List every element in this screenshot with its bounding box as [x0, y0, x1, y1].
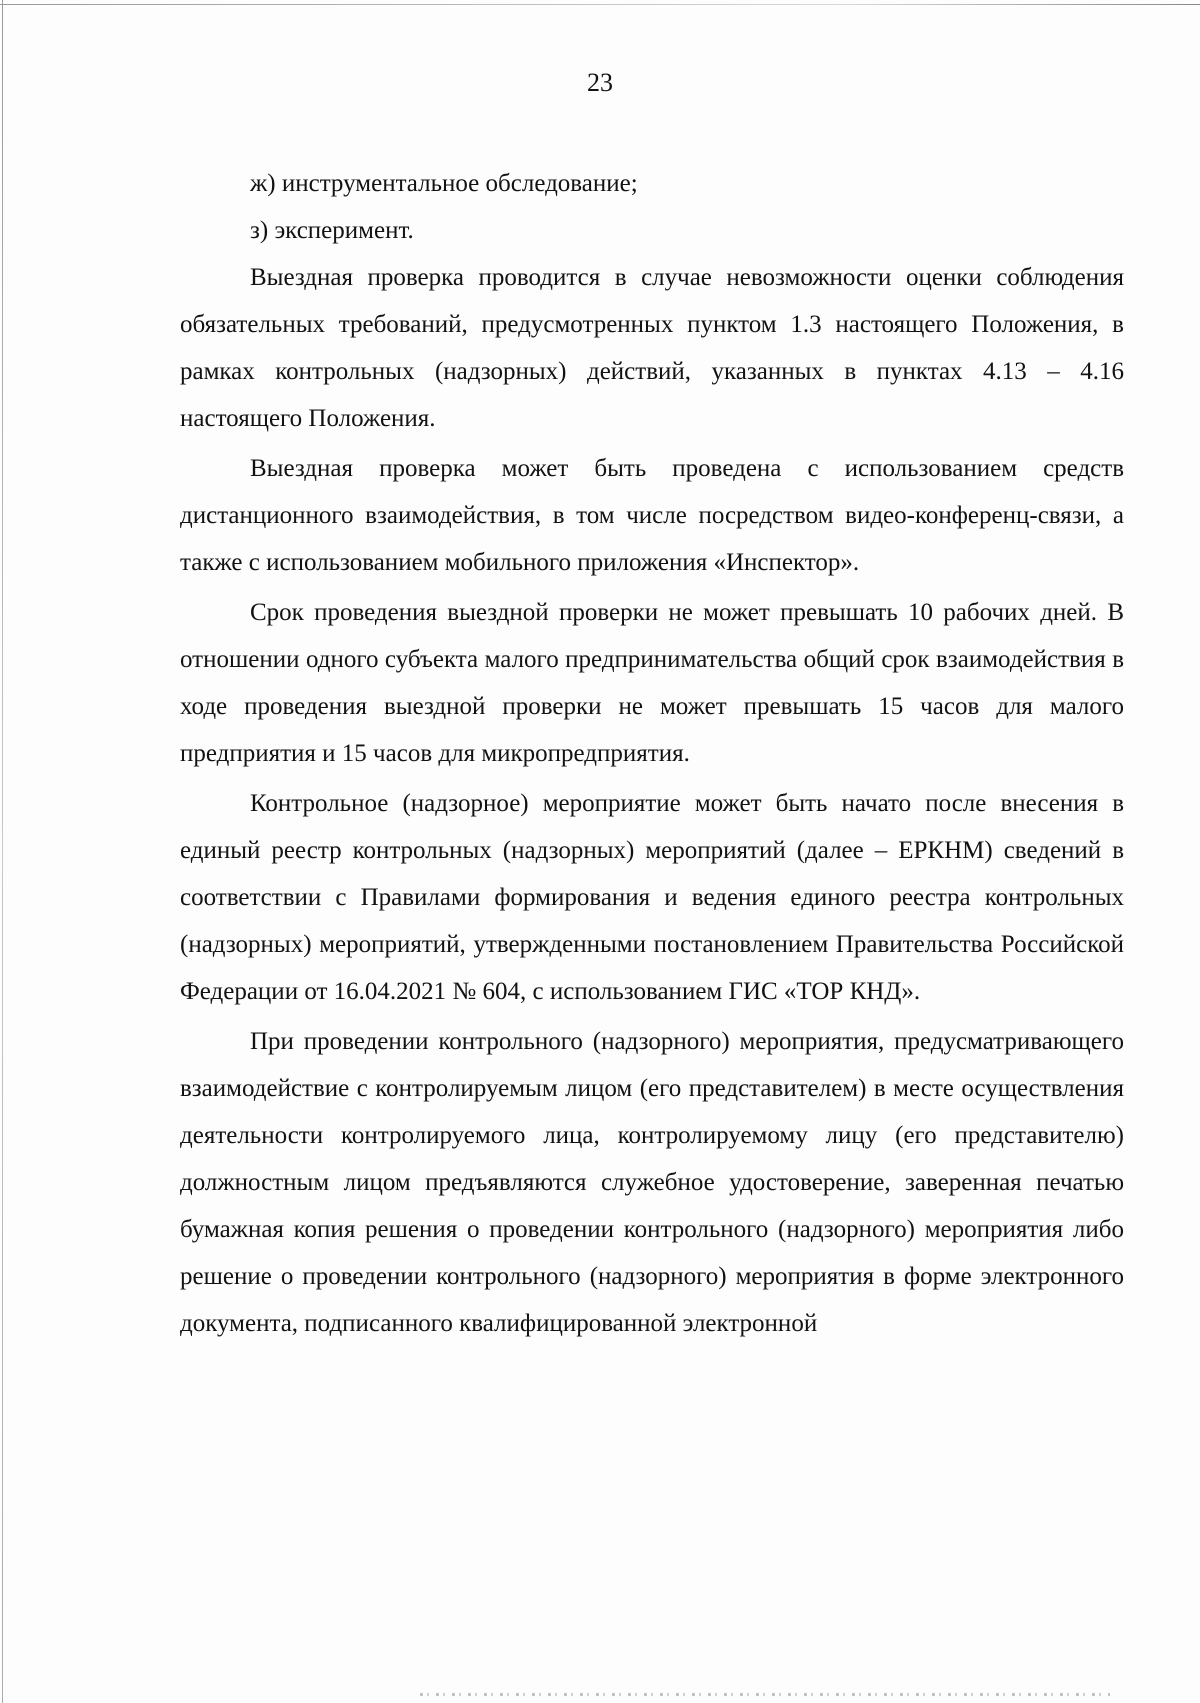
page-number: 23 [587, 68, 613, 97]
paragraph-erknm-registry: Контрольное (надзорное) мероприятие может быть начато после внесения в единый реестр контрольных (надзорных) мероприятий (далее – ЕРКНМ) сведений в соответствии с Правилами формирования и ведения единого реестра контрольных (надзорных) мероприятий, утвержденными постановлением Правительства Российской Федерации от 16.04.2021 № 604, с использованием ГИС «ТОР КНД». [180, 790, 1124, 1005]
document-body [180, 160, 1124, 1347]
paragraph-remote-interaction: Выездная проверка может быть проведена с использованием средств дистанционного взаимодействия, в том числе посредством видео-конференц-связи, а также с использованием мобильного приложения «Инспектор». [180, 455, 1124, 576]
paragraph-inspection-duration: Срок проведения выездной проверки не может превышать 10 рабочих дней. В отношении одного субъекта малого предпринимательства общий срок взаимодействия в ходе проведения выездной проверки не может превышать 15 часов для малого предприятия и 15 часов для микропредприятия. [180, 599, 1124, 767]
scan-edge-left [2, 0, 3, 1703]
paragraph-interaction-procedure: При проведении контрольного (надзорного) мероприятия, предусматривающего взаимодействие с контролируемым лицом (его представителем) в месте осуществления деятельности контролируемого лица, контролируемому лицу (его представителю) должностным лицом предъявляются служебное удостоверение, заверенная печатью бумажная копия решения о проведении контрольного (надзорного) мероприятия либо решение о проведении контрольного (надзорного) мероприятия в форме электронного документа, подписанного квалифицированной электронной [180, 1028, 1124, 1337]
scan-edge-bottom [420, 1693, 1110, 1696]
paragraph-list-item-z: з) эксперимент. [250, 217, 414, 244]
paragraph-list-item-zh: ж) инструментальное обследование; [250, 170, 638, 197]
paragraph-onsite-inspection: Выездная проверка проводится в случае невозможности оценки соблюдения обязательных требований, предусмотренных пунктом 1.3 настоящего Положения, в рамках контрольных (надзорных) действий, указанных в пунктах 4.13 – 4.16 настоящего Положения. [180, 264, 1124, 432]
scan-edge-top [0, 4, 1200, 5]
